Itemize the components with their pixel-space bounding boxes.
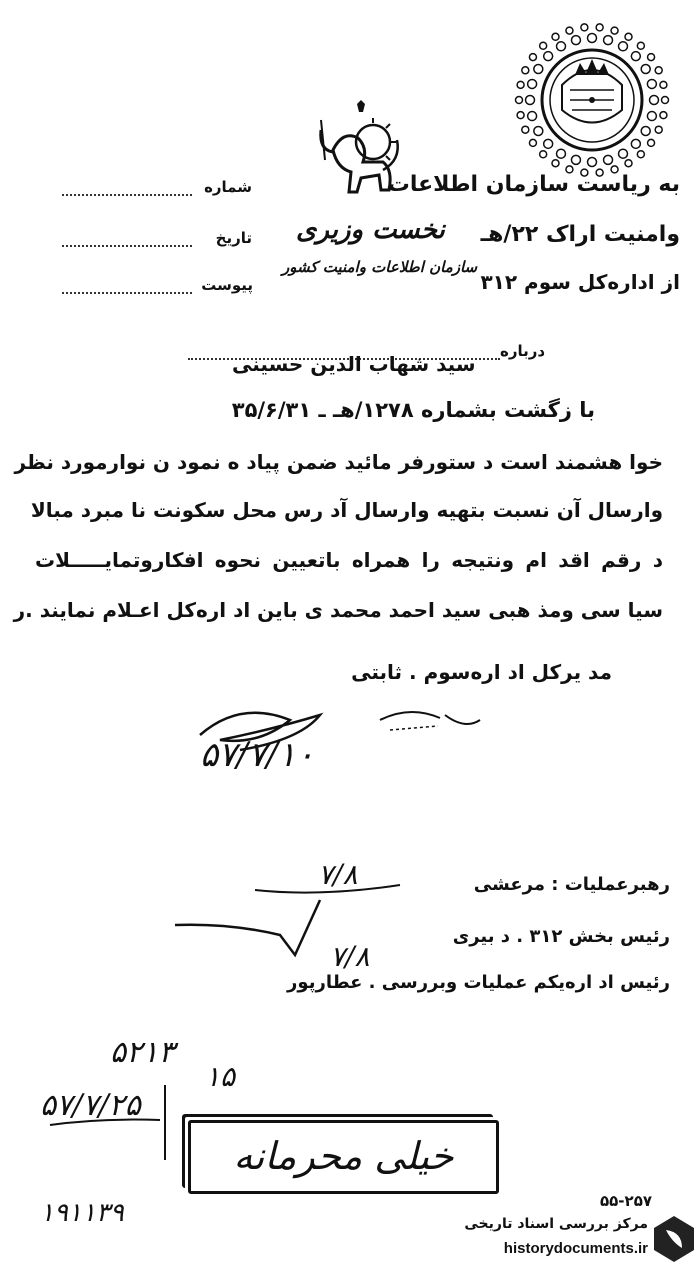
seal-bead — [528, 112, 537, 121]
seal-bead — [604, 155, 613, 164]
seal-bead — [517, 112, 524, 119]
seal-bead — [517, 81, 524, 88]
body-line-2: وارسال آن نسبت بتهیه وارسال آد رس محل سکونت نا مبرد مبالا — [30, 498, 663, 522]
seal-bead — [637, 42, 644, 49]
seal-bead — [552, 160, 559, 167]
seal-bead — [528, 79, 537, 88]
seal-bead — [641, 127, 650, 136]
seal-bead — [544, 52, 553, 61]
seal-bead — [660, 112, 667, 119]
addressee-line-2: وامنیت اراک ۲۲/هـ — [480, 222, 680, 247]
handwritten-date-1: ۵۷/۷/۲۵ — [40, 1088, 141, 1123]
routing-check-mark — [170, 895, 340, 965]
body-line-4: سیا سی ومذ هبی سید احمد محمد ی باین اد اره‌کل اعـلام نمایند .ر — [13, 598, 663, 622]
subject-text: سید شهاب الدین حسینی — [232, 352, 476, 376]
field-label-date: تاریخ — [215, 229, 252, 247]
watermark-logo-icon — [652, 1214, 696, 1264]
addressee-line-1: به ریاست سازمان اطلاعات — [387, 172, 680, 197]
seal-bead — [557, 149, 566, 158]
seal-bead — [641, 65, 650, 74]
letterhead-prime-ministry: نخست وزیری — [296, 215, 445, 245]
seal-bead — [631, 52, 640, 61]
letterhead-organization: سازمان اطلاعات وامنیت کشور — [282, 258, 478, 276]
seal-bead — [516, 97, 523, 104]
seal-bead — [581, 24, 588, 31]
field-label-attachment: پیوست — [201, 276, 253, 294]
seal-bead — [611, 27, 618, 34]
seal-bead — [529, 54, 536, 61]
seal-bead — [660, 81, 667, 88]
seal-bead — [566, 27, 573, 34]
watermark-url: historydocuments.ir — [503, 1240, 648, 1257]
seal-bead — [648, 139, 655, 146]
seal-bead — [604, 36, 613, 45]
seal-bead — [596, 24, 603, 31]
field-line-date — [62, 245, 192, 247]
seal-bead — [552, 33, 559, 40]
seal-bead — [529, 139, 536, 146]
routing-line-1: رهبرعملیات : مرعشی — [473, 874, 670, 895]
stamp-text: خیلی محرمانه — [233, 1134, 454, 1178]
seal-bead — [619, 149, 628, 158]
handwritten-strokes — [40, 1060, 180, 1170]
seal-bead — [647, 112, 656, 121]
seal-bead — [522, 67, 529, 74]
seal-bead — [571, 155, 580, 164]
seal-bead — [557, 42, 566, 51]
seal-bead — [540, 42, 547, 49]
field-label-number: شماره — [204, 178, 252, 196]
seal-bead — [647, 79, 656, 88]
seal-bead — [588, 34, 597, 43]
addressee-line-3: از اداره‌کل سوم ۳۱۲ — [480, 270, 680, 294]
subject-label: درباره — [500, 342, 546, 360]
seal-bead — [631, 139, 640, 148]
seal-bead — [540, 151, 547, 158]
royal-seal-emblem — [500, 15, 685, 185]
field-line-number — [62, 194, 192, 196]
signature-date: ۵۷/۷/۱۰ — [200, 735, 315, 775]
seal-bead — [662, 97, 669, 104]
watermark-title: مرکز بررسی اسناد تاریخی — [464, 1216, 648, 1232]
handwritten-number-2: ۱۵ — [205, 1060, 236, 1093]
routing-note-1: ۷/۸ — [318, 858, 358, 891]
seal-bead — [526, 96, 535, 105]
routing-note-3: ۷/۸ — [330, 940, 370, 973]
seal-bead — [571, 36, 580, 45]
page-code: ۵۵-۲۵۷ — [600, 1192, 653, 1210]
seal-bead — [625, 33, 632, 40]
seal-bead — [637, 151, 644, 158]
body-line-1: خوا هشمند است د ستورفر مائید ضمن پیاد ه نمود ن نوارمورد نظر — [14, 450, 663, 474]
body-line-3: د رقم اقد ام ونتیجه را همراه باتعیین نحوه افکاروتمایـــــلات — [35, 548, 663, 572]
routing-line-3: رئیس اد اره‌یکم عملیات وبررسی . عطارپور — [287, 972, 670, 993]
seal-bead — [588, 158, 597, 167]
seal-bead — [625, 160, 632, 167]
seal-bead — [534, 127, 543, 136]
seal-bead — [648, 54, 655, 61]
confidential-stamp — [188, 1120, 499, 1194]
seal-bead — [619, 42, 628, 51]
field-line-attachment — [62, 292, 192, 294]
routing-line-2: رئیس بخش ۳۱۲ . د بیری — [452, 926, 670, 947]
reference-line: با زگشت بشماره ۱۲۷۸/هـ ـ ۳۵/۶/۳۱ — [231, 398, 595, 422]
seal-bead — [534, 65, 543, 74]
seal-bead — [655, 67, 662, 74]
watermark — [400, 1208, 700, 1271]
seal-bead — [655, 126, 662, 133]
seal-bead — [650, 96, 659, 105]
seal-bead — [544, 139, 553, 148]
handwritten-number-1: ۵۲۱۳ — [110, 1035, 175, 1070]
seal-bead — [522, 126, 529, 133]
bottom-handwritten-number: ۱۹۱۱۳۹ — [40, 1198, 124, 1228]
signatory-title: مد یرکل اد اره‌سوم . ثابتی — [351, 660, 612, 684]
